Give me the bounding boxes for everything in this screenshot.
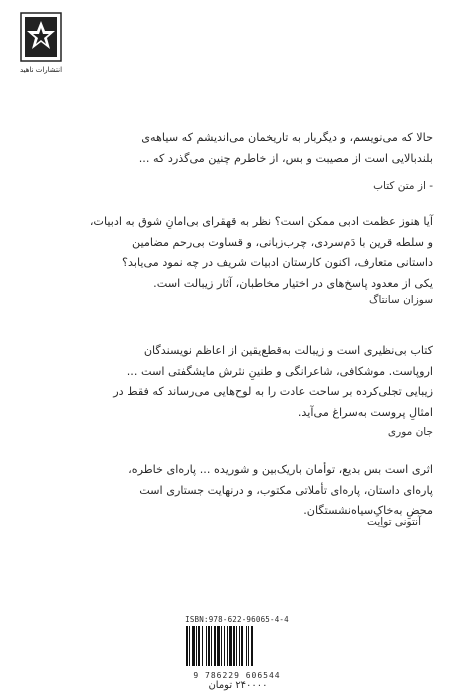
- quote-2-line-2: و سلطه‌ قرین با دَم‌سردی، چرب‌زبانی، و قساوت بی‌رحم مضامین: [132, 235, 433, 249]
- quote-1-line-1: حالا که می‌نویسم، و دیگربار به تاریخمان می‌اندیشم که سیاهه‌ی: [141, 131, 433, 144]
- quote-2-attribution: سوزان سانتاگ: [369, 294, 433, 306]
- star-emblem-icon: [20, 12, 62, 62]
- quote-4-line-2: پاره‌ای داستان، پاره‌ای تأملاتی مکتوب، و درنهایت جستاری است: [139, 483, 433, 497]
- isbn-label: ISBN:978-622-96065-4-4: [185, 615, 289, 624]
- quote-2-line-4: یکی از معدود پاسخ‌های در اختیار مخاطبان، آثار زیبالت است.: [153, 276, 433, 290]
- quote-4-line-3: محضِ به‌خاکِ‌سیاه‌نشستگان.: [303, 504, 433, 517]
- barcode: [182, 615, 292, 680]
- quote-3: [33, 341, 433, 423]
- quote-4: [33, 460, 433, 522]
- quote-3-attribution: جان موری: [387, 426, 433, 438]
- quote-3-line-3: زیبایی تجلی‌کرده بر ساحت عادت را به لوح‌هایی می‌رساند که فقط در: [113, 385, 433, 398]
- price: ۲۴۰۰۰۰ تومان: [208, 680, 268, 691]
- quote-4-line-1: اثری است بس بدیع، توأمان باریک‌بین و شوریده ... پاره‌ای خاطره،: [128, 463, 433, 476]
- publisher-logo: [10, 12, 72, 94]
- quote-1-attribution: - از متن کتاب: [373, 180, 433, 192]
- quote-3-line-4: امثالِ پروست به‌سراغ می‌آید.: [297, 405, 433, 419]
- quote-2: [33, 212, 433, 294]
- quote-3-line-1: کتاب بی‌نظیری است و زیبالت به‌قطع‌یقین از اعاظم نویسندگان: [143, 344, 433, 357]
- quote-4-attribution: آنتونی تواِیت: [367, 516, 421, 528]
- barcode-number: 9 786229 606544: [193, 671, 281, 680]
- quote-2-line-1: آیا هنوز عظمت ادبی ممکن است؟ نظر به قهقرای بی‌امانِ شوق به ادبیات،: [89, 215, 433, 228]
- barcode-bars: [182, 626, 292, 666]
- quote-2-line-3: داستانی متعارف، اکنون کارستان ادبیات شریف در چه نمود می‌یابد؟: [122, 256, 433, 269]
- quote-1-line-2: بلندبالایی است از مصیبت و بس، از خاطرم چنین می‌گذرد که ...: [138, 151, 433, 165]
- quote-1: [33, 128, 433, 169]
- quote-3-line-2: اروپاست. موشکافی، شاعرانگی و طنینِ نثرش مایشگفتی است ...: [126, 364, 433, 378]
- publisher-name: انتشارات ناهید: [19, 66, 63, 74]
